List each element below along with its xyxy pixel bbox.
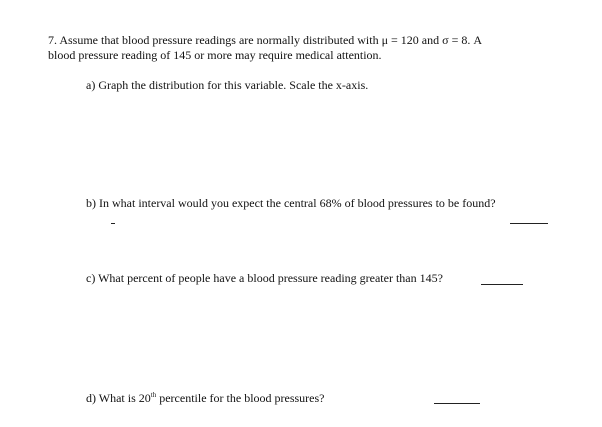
answer-blank-b-upper (510, 223, 548, 224)
question-c: c) What percent of people have a blood pressure reading greater than 145? (86, 271, 443, 285)
question-a: a) Graph the distribution for this variable. Scale the x-axis. (86, 78, 369, 92)
answer-blank-c (481, 284, 523, 285)
question-d-prefix: d) What is 20 (86, 391, 151, 405)
question-d (86, 391, 325, 406)
question-b: b) In what interval would you expect the central 68% of blood pressures to be found? (86, 196, 496, 210)
problem-statement (48, 33, 482, 63)
problem-statement-line-1: 7. Assume that blood pressure readings are normally distributed with μ = 120 and σ = 8. A (48, 33, 483, 47)
answer-blank-d (434, 403, 480, 404)
problem-statement-line-2: blood pressure reading of 145 or more may require medical attention. (48, 48, 382, 62)
question-d-superscript: th (150, 391, 157, 399)
answer-blank-b-lower (111, 223, 115, 224)
question-d-suffix: percentile for the blood pressures? (156, 391, 325, 405)
